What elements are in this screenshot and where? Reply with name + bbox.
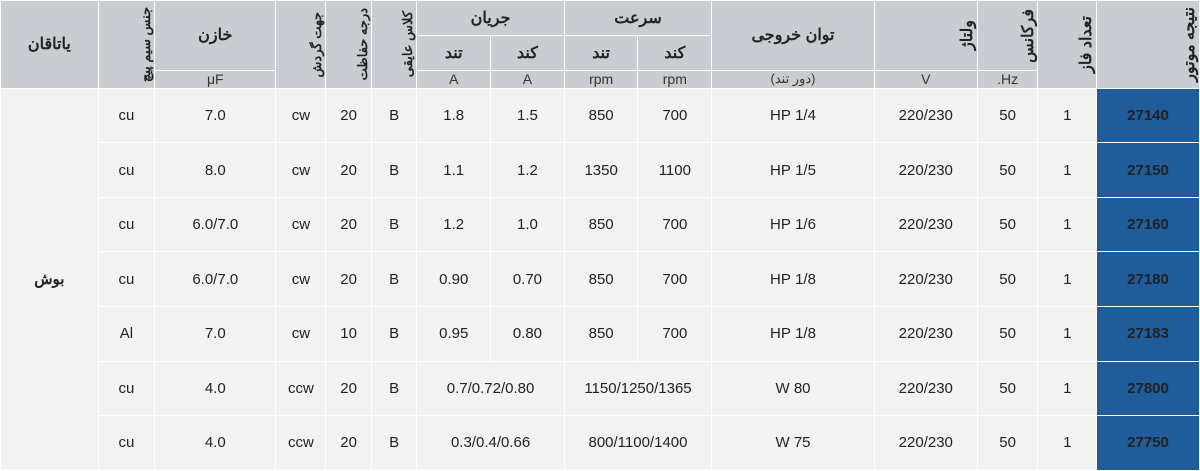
cell-speed-slow: 700 (638, 307, 712, 362)
table-row[interactable] (1, 88, 1200, 143)
header-insulation-class-label: کلاس عایقی (400, 11, 416, 78)
cell-insulation-class: B (371, 361, 417, 416)
cell-code: 27160 (1097, 197, 1200, 252)
cell-protection-degree: 20 (326, 361, 372, 416)
cell-frequency: 50 (977, 307, 1038, 362)
cell-bearing: بوش (1, 88, 99, 470)
header-frequency (977, 1, 1038, 71)
header-voltage (874, 1, 977, 71)
cell-capacitor: 6.0/7.0 (155, 197, 276, 252)
header-phase-label: تعداد فاز (1078, 15, 1096, 73)
cell-protection-degree: 20 (326, 143, 372, 198)
cell-frequency: 50 (977, 416, 1038, 471)
table-body (1, 88, 1200, 470)
table-header (1, 1, 1200, 89)
cell-current-slow: 1.2 (491, 143, 565, 198)
cell-current-slow: 1.5 (491, 88, 565, 143)
cell-current-fast: 1.8 (417, 88, 491, 143)
header-speed-group (564, 1, 711, 36)
cell-speed-fast: 850 (564, 252, 638, 307)
header-speed-fast-label: تند (592, 44, 610, 62)
header-row-top (1, 1, 1200, 36)
header-code-label: نتیجه موتور (1181, 7, 1199, 82)
header-capacitor (155, 1, 276, 71)
cell-phase: 1 (1038, 197, 1097, 252)
cell-insulation-class: B (371, 197, 417, 252)
cell-protection-degree: 20 (326, 252, 372, 307)
header-current-group-label: جریان (470, 9, 511, 27)
header-current-slow (491, 35, 565, 70)
cell-current-fast: 0.95 (417, 307, 491, 362)
header-code (1097, 1, 1200, 89)
cell-current-slow: 1.0 (491, 197, 565, 252)
header-current-slow-unit (491, 70, 565, 88)
cell-winding: cu (98, 143, 154, 198)
cell-current-fast: 0.90 (417, 252, 491, 307)
cell-capacitor: 7.0 (155, 307, 276, 362)
cell-power: 1/4 HP (712, 88, 875, 143)
cell-code: 27183 (1097, 307, 1200, 362)
cell-current-slow: 0.70 (491, 252, 565, 307)
header-power (712, 1, 875, 71)
header-speed-slow-label: کند (664, 44, 686, 62)
header-capacitor-unit (155, 70, 276, 88)
header-current-slow-unit-label: A (522, 71, 533, 88)
cell-voltage: 220/230 (874, 361, 977, 416)
cell-protection-degree: 20 (326, 416, 372, 471)
cell-phase: 1 (1038, 416, 1097, 471)
cell-insulation-class: B (371, 416, 417, 471)
cell-phase: 1 (1038, 143, 1097, 198)
cell-speed-fast: 850 (564, 197, 638, 252)
header-current-slow-label: کند (517, 44, 538, 62)
cell-power: 1/6 HP (712, 197, 875, 252)
cell-current-fast: 1.2 (417, 197, 491, 252)
cell-protection-degree: 10 (326, 307, 372, 362)
header-power-label: توان خروجی (751, 27, 835, 45)
header-current-fast (417, 35, 491, 70)
cell-voltage: 220/230 (874, 197, 977, 252)
cell-speed-slow: 700 (638, 88, 712, 143)
cell-power: 1/5 HP (712, 143, 875, 198)
cell-code: 27750 (1097, 416, 1200, 471)
cell-winding: cu (98, 252, 154, 307)
cell-protection-degree: 20 (326, 88, 372, 143)
cell-current-merged: 0.7/0.72/0.80 (417, 361, 564, 416)
cell-speed-slow: 700 (638, 197, 712, 252)
cell-phase: 1 (1038, 361, 1097, 416)
cell-current-merged: 0.3/0.4/0.66 (417, 416, 564, 471)
cell-winding: cu (98, 197, 154, 252)
header-current-fast-unit-label: A (449, 71, 459, 88)
header-speed-slow-unit (638, 70, 712, 88)
cell-phase: 1 (1038, 88, 1097, 143)
header-winding (98, 1, 154, 89)
cell-power: 80 W (712, 361, 875, 416)
header-voltage-unit-label: V (921, 71, 931, 88)
cell-capacitor: 4.0 (155, 361, 276, 416)
cell-capacitor: 8.0 (155, 143, 276, 198)
cell-power: 1/8 HP (712, 307, 875, 362)
cell-insulation-class: B (371, 88, 417, 143)
header-phase (1038, 1, 1097, 89)
cell-protection-degree: 20 (326, 197, 372, 252)
cell-current-fast: 1.1 (417, 143, 491, 198)
cell-capacitor: 7.0 (155, 88, 276, 143)
cell-insulation-class: B (371, 252, 417, 307)
header-voltage-label: ولتاژ (959, 20, 977, 51)
header-current-fast-unit (417, 70, 491, 88)
cell-code: 27150 (1097, 143, 1200, 198)
cell-speed-fast: 850 (564, 307, 638, 362)
cell-winding: cu (98, 416, 154, 471)
cell-voltage: 220/230 (874, 416, 977, 471)
header-protection-degree (326, 1, 372, 89)
header-frequency-unit (977, 70, 1038, 88)
header-speed-fast (564, 35, 638, 70)
cell-capacitor: 6.0/7.0 (155, 252, 276, 307)
cell-frequency: 50 (977, 143, 1038, 198)
header-speed-slow (638, 35, 712, 70)
cell-rotation: cw (276, 307, 326, 362)
header-protection-degree-label: درجه حفاظت (354, 8, 370, 81)
table-row[interactable] (1, 416, 1200, 471)
header-current-group (417, 1, 564, 36)
cell-code: 27140 (1097, 88, 1200, 143)
cell-voltage: 220/230 (874, 88, 977, 143)
cell-capacitor: 4.0 (155, 416, 276, 471)
cell-frequency: 50 (977, 197, 1038, 252)
cell-insulation-class: B (371, 143, 417, 198)
cell-phase: 1 (1038, 252, 1097, 307)
cell-frequency: 50 (977, 361, 1038, 416)
cell-power: 75 W (712, 416, 875, 471)
cell-code: 27180 (1097, 252, 1200, 307)
cell-speed-fast: 850 (564, 88, 638, 143)
cell-frequency: 50 (977, 252, 1038, 307)
cell-insulation-class: B (371, 307, 417, 362)
header-power-sub-label: (دور تند) (770, 71, 816, 87)
cell-current-slow: 0.80 (491, 307, 565, 362)
table-row[interactable] (1, 361, 1200, 416)
cell-voltage: 220/230 (874, 307, 977, 362)
header-voltage-unit (874, 70, 977, 88)
header-current-fast-label: تند (444, 44, 463, 62)
header-capacitor-unit-label: μF (206, 71, 224, 88)
header-rotation (276, 1, 326, 89)
header-winding-label: جنس سیم پیچ (138, 6, 154, 82)
header-speed-fast-unit (564, 70, 638, 88)
cell-power: 1/8 HP (712, 252, 875, 307)
header-power-sub (712, 70, 875, 88)
header-speed-slow-unit-label: rpm (662, 71, 687, 88)
header-row-units (1, 70, 1200, 88)
cell-phase: 1 (1038, 307, 1097, 362)
cell-rotation: cw (276, 197, 326, 252)
cell-speed-fast: 1350 (564, 143, 638, 198)
cell-winding: Al (98, 307, 154, 362)
header-bearing (1, 1, 99, 89)
cell-frequency: 50 (977, 88, 1038, 143)
header-rotation-label: جهت گردش (309, 11, 325, 78)
cell-rotation: ccw (276, 361, 326, 416)
cell-rotation: cw (276, 143, 326, 198)
cell-voltage: 220/230 (874, 143, 977, 198)
table-row[interactable] (1, 197, 1200, 252)
table-row[interactable] (1, 252, 1200, 307)
cell-speed-slow: 700 (638, 252, 712, 307)
header-speed-group-label: سرعت (614, 9, 662, 27)
cell-speed-slow: 1100 (638, 143, 712, 198)
cell-rotation: cw (276, 88, 326, 143)
header-insulation-class (371, 1, 417, 89)
cell-rotation: cw (276, 252, 326, 307)
cell-rotation: ccw (276, 416, 326, 471)
header-frequency-unit-label: Hz. (997, 71, 1019, 88)
header-frequency-label: فرکانس (1019, 8, 1037, 63)
cell-voltage: 220/230 (874, 252, 977, 307)
cell-code: 27800 (1097, 361, 1200, 416)
table-row[interactable] (1, 307, 1200, 362)
table-row[interactable] (1, 143, 1200, 198)
header-bearing-label: یاتاقان (27, 36, 71, 54)
header-speed-fast-unit-label: rpm (589, 71, 614, 88)
cell-winding: cu (98, 88, 154, 143)
cell-speed-merged: 800/1100/1400 (564, 416, 711, 471)
header-capacitor-label: خازن (198, 27, 233, 45)
cell-speed-merged: 1150/1250/1365 (564, 361, 711, 416)
cell-winding: cu (98, 361, 154, 416)
